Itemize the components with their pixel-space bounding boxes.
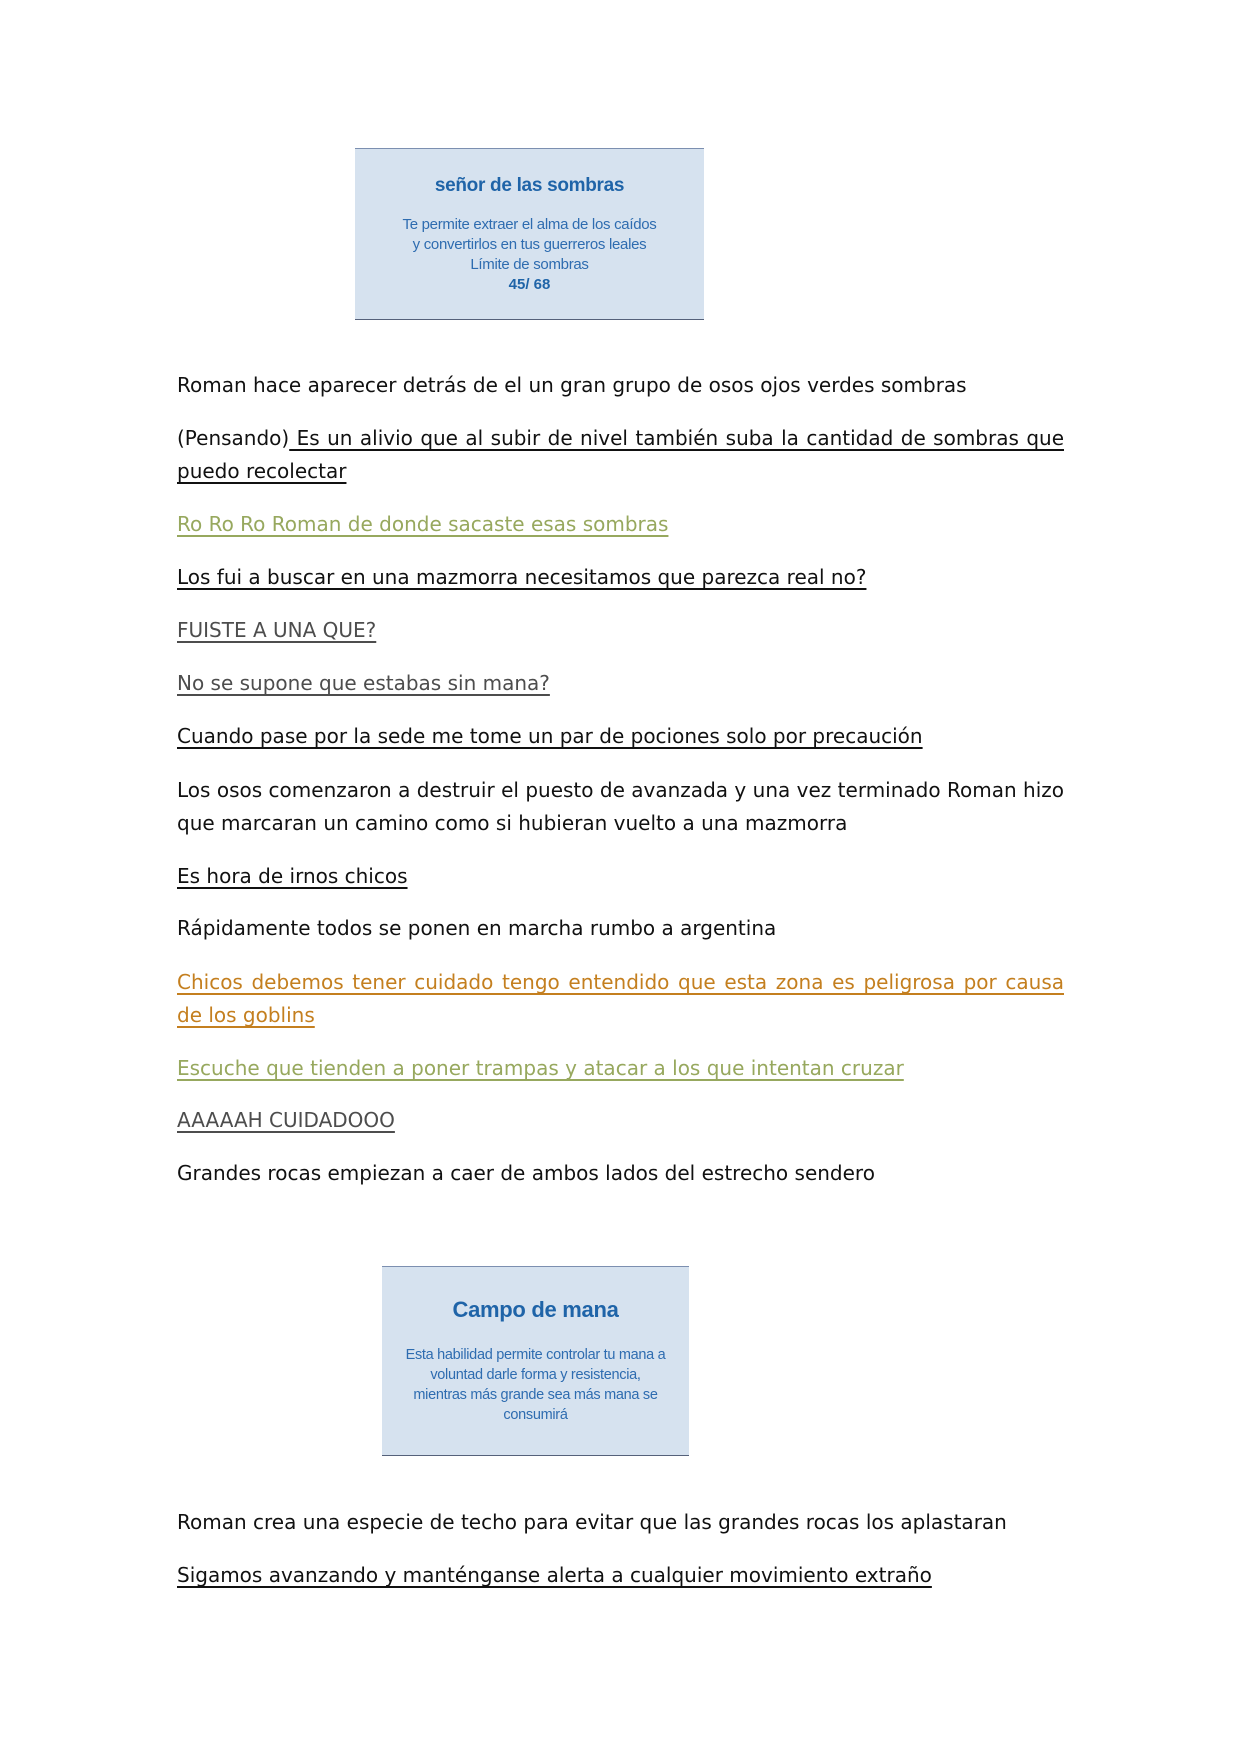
narration-paragraph: Grandes rocas empiezan a caer de ambos lados del estrecho sendero — [177, 1161, 875, 1185]
dialogue-text: No se supone que estabas sin mana? — [177, 671, 550, 695]
dialogue-line — [177, 667, 1064, 700]
skill-description-line: Límite de sombras — [470, 256, 589, 273]
skill-title: señor de las sombras — [434, 175, 625, 196]
thought-prefix: (Pensando) — [177, 426, 290, 450]
dialogue-line — [177, 1104, 1064, 1137]
dialogue-line — [177, 860, 1064, 893]
skill-box-mana-field — [382, 1266, 689, 1456]
dialogue-text: Los fui a buscar en una mazmorra necesitamos que parezca real no? — [177, 565, 867, 589]
skill-description-line: mientras más grande sea más mana se — [413, 1387, 658, 1403]
shadow-limit-count: 45/ 68 — [508, 276, 551, 293]
dialogue-text: Chicos debemos tener cuidado tengo entendido que esta zona es peligrosa por causa de los goblins — [177, 970, 1064, 1027]
skill-description-line: Esta habilidad permite controlar tu mana a — [405, 1347, 666, 1363]
skill-title: Campo de mana — [452, 1297, 619, 1322]
skill-description-line: y convertirlos en tus guerreros leales — [412, 236, 647, 253]
skill-box-shadow-lord — [355, 148, 704, 320]
dialogue-text: Es hora de irnos chicos — [177, 864, 408, 888]
dialogue-text: Ro Ro Ro Roman de donde sacaste esas sombras — [177, 512, 669, 536]
skill-description-line: consumirá — [503, 1407, 568, 1423]
dialogue-text: FUISTE A UNA QUE? — [177, 618, 377, 642]
narration-paragraph: Roman hace aparecer detrás de el un gran grupo de osos ojos verdes sombras — [177, 373, 967, 397]
dialogue-text: Escuche que tienden a poner trampas y atacar a los que intentan cruzar — [177, 1056, 904, 1080]
dialogue-text: AAAAAH CUIDADOOO — [177, 1108, 395, 1132]
dialogue-text: Cuando pase por la sede me tome un par de pociones solo por precaución — [177, 724, 923, 748]
dialogue-line — [177, 1559, 1064, 1592]
narration-paragraph: Roman crea una especie de techo para evitar que las grandes rocas los aplastaran — [177, 1510, 1007, 1534]
dialogue-line — [177, 614, 1064, 647]
dialogue-text: Sigamos avanzando y manténganse alerta a cualquier movimiento extraño — [177, 1563, 932, 1587]
dialogue-line — [177, 561, 1064, 594]
skill-description-line: Te permite extraer el alma de los caídos — [402, 216, 657, 233]
dialogue-line — [177, 1052, 1064, 1085]
thought-text: Es un alivio que al subir de nivel también suba la cantidad de sombras que puedo recolectar — [177, 426, 1064, 483]
narration-paragraph: Rápidamente todos se ponen en marcha rumbo a argentina — [177, 916, 777, 940]
skill-description-line: voluntad darle forma y resistencia, — [430, 1367, 641, 1383]
dialogue-line — [177, 508, 1064, 541]
dialogue-line — [177, 966, 1064, 1032]
thought-paragraph — [177, 422, 1064, 488]
narration-paragraph: Los osos comenzaron a destruir el puesto de avanzada y una vez terminado Roman hizo que marcaran un camino como si hubieran vuelto a una mazmorra — [177, 778, 1064, 835]
dialogue-line — [177, 720, 1064, 753]
